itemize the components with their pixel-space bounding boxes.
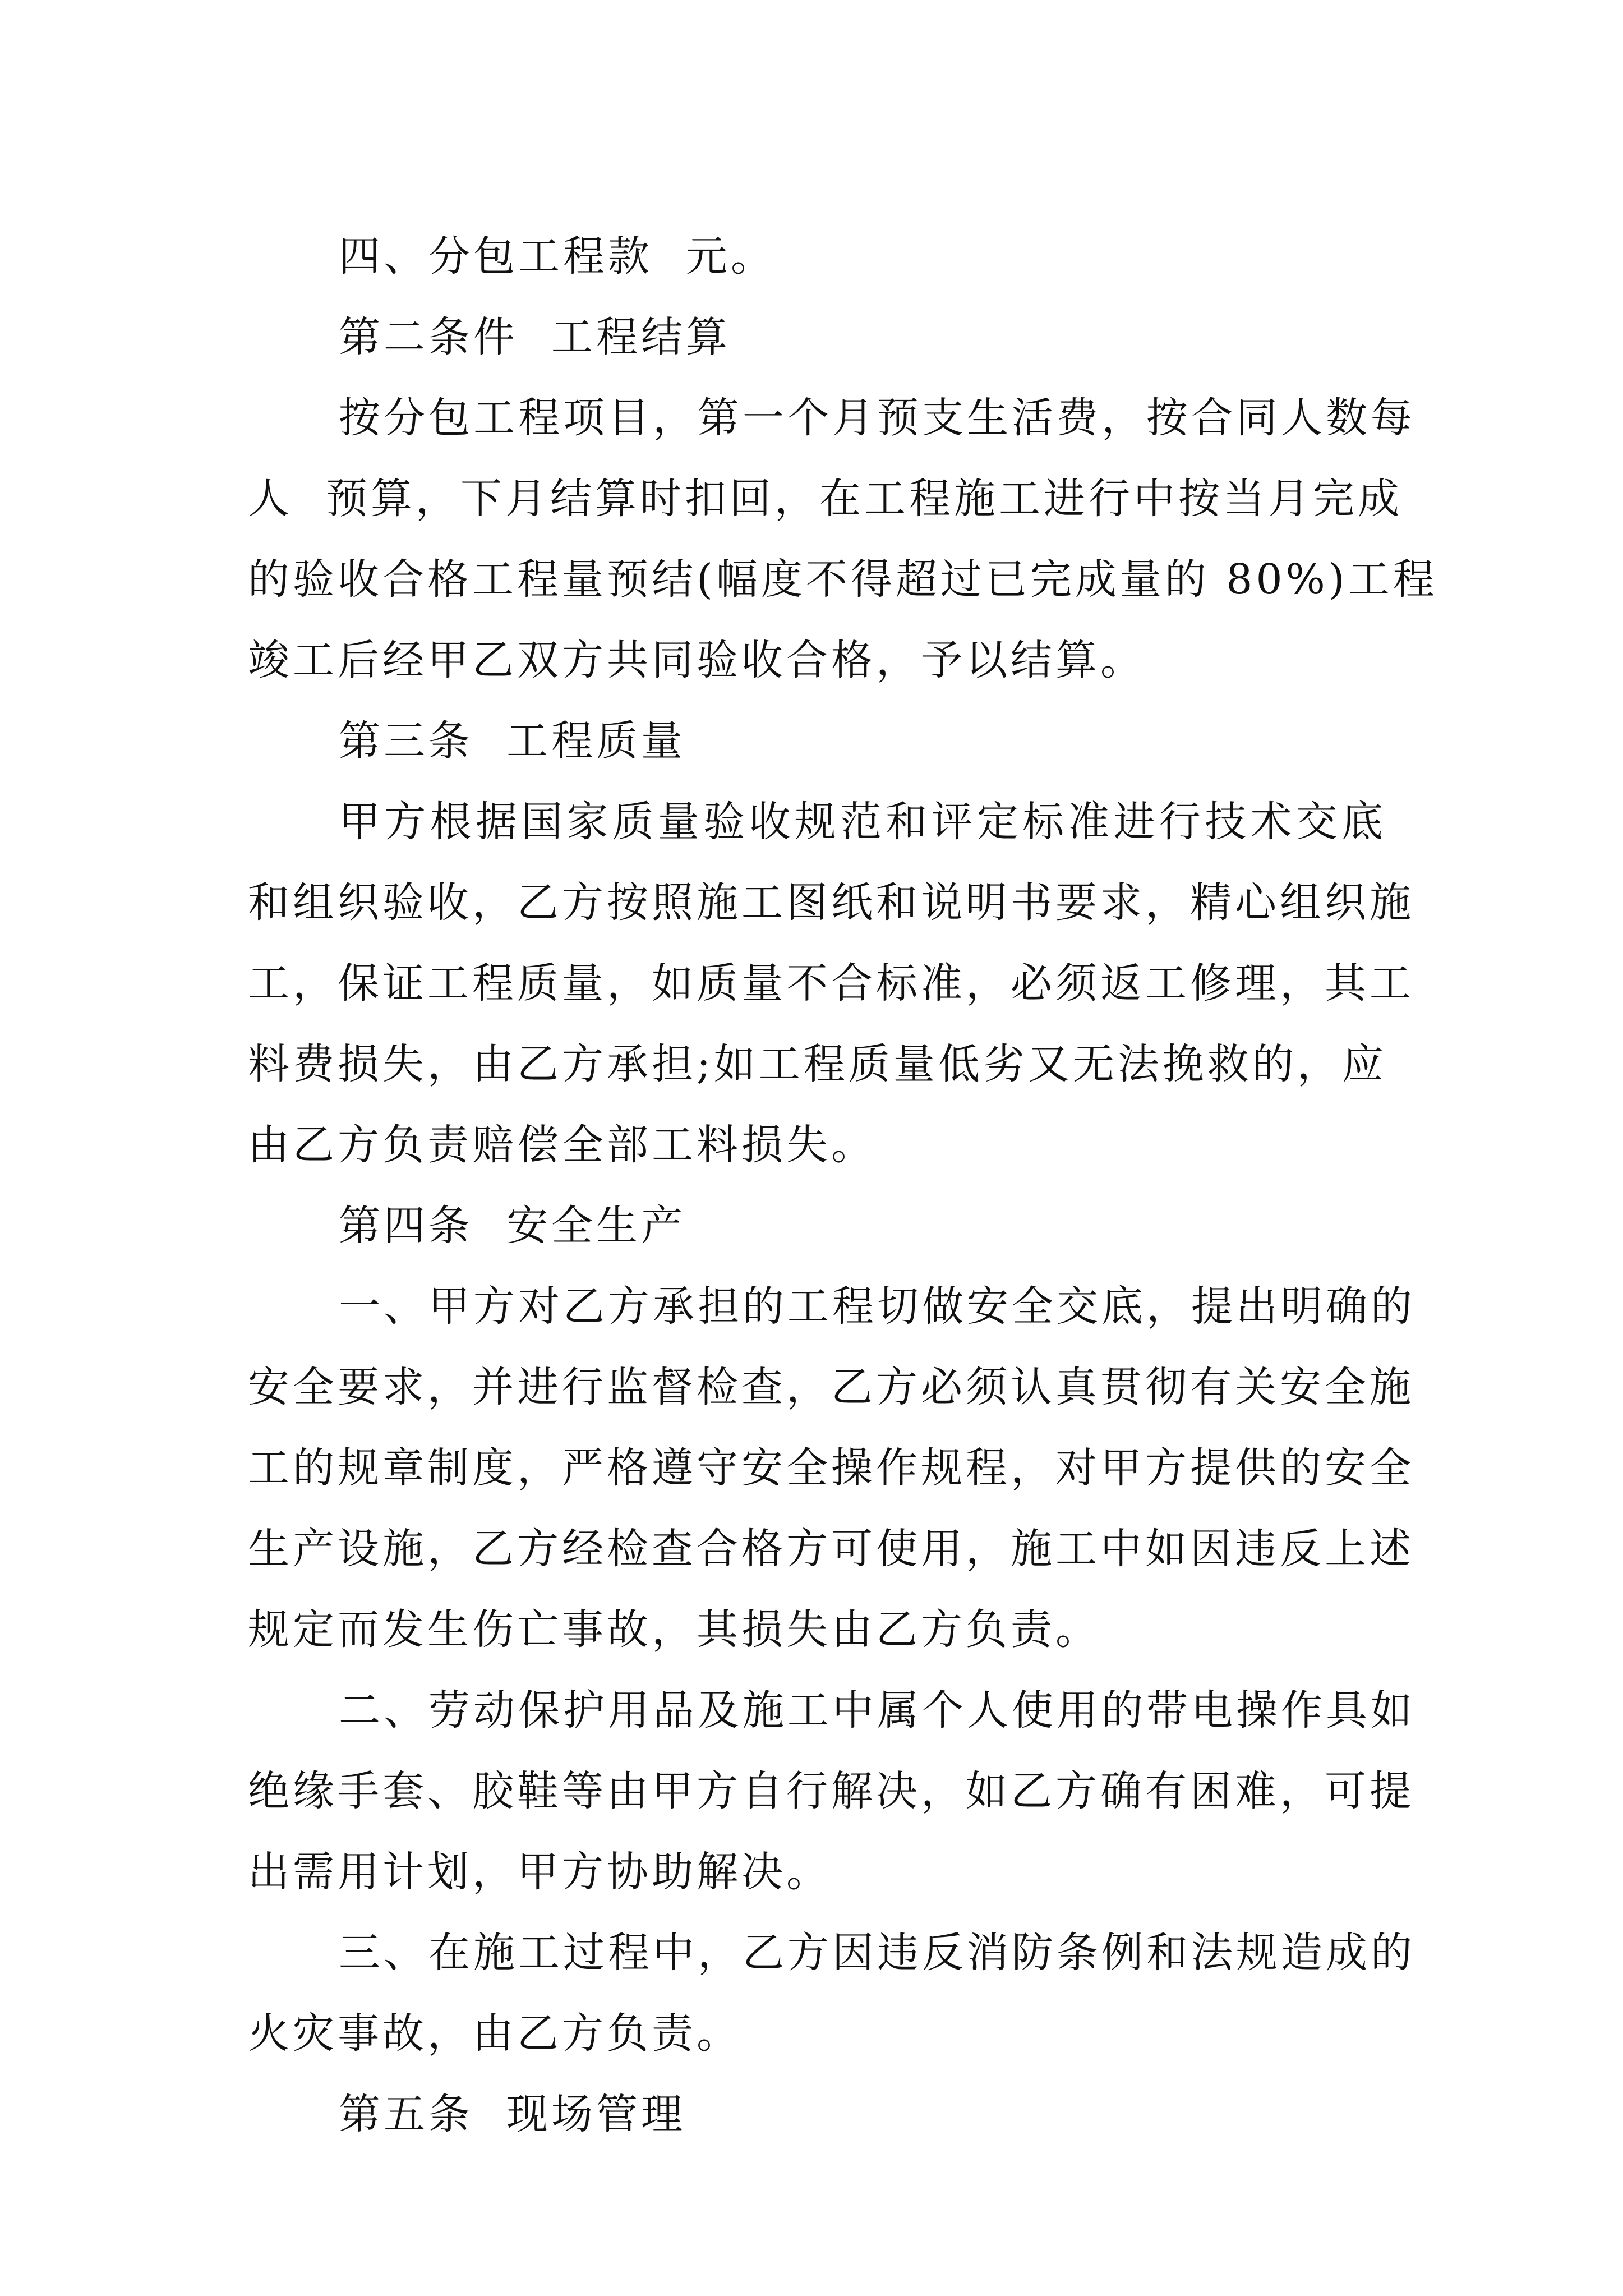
paragraph-line: 三、在施工过程中，乙方因违反消防条例和法规造成的 — [339, 1929, 1415, 1977]
paragraph-line: 出需用计划，甲方协助解决。 — [248, 1848, 831, 1896]
paragraph-line: 按分包工程项目，第一个月预支生活费，按合同人数每 — [339, 394, 1415, 442]
paragraph-line: 工的规章制度，严格遵守安全操作规程，对甲方提供的安全 — [248, 1444, 1414, 1492]
paragraph-line: 竣工后经甲乙双方共同验收合格，予以结算。 — [248, 636, 1145, 684]
paragraph-line: 由乙方负责赔偿全部工料损失。 — [248, 1121, 876, 1169]
paragraph-line: 二、劳动保护用品及施工中属个人使用的带电操作具如 — [339, 1686, 1415, 1734]
paragraph-line: 工，保证工程质量，如质量不合标准，必须返工修理，其工 — [248, 959, 1414, 1007]
paragraph-line: 料费损失，由乙方承担;如工程质量低劣又无法挽救的，应 — [248, 1040, 1387, 1088]
clause-line: 四、分包工程款 元。 — [339, 232, 776, 280]
section-heading: 第三条 工程质量 — [339, 717, 686, 765]
paragraph-line: 安全要求，并进行监督检查，乙方必须认真贯彻有关安全施 — [248, 1363, 1414, 1411]
paragraph-line: 人 预算，下月结算时扣回，在工程施工进行中按当月完成 — [248, 475, 1403, 523]
paragraph-line: 甲方根据国家质量验收规范和评定标准进行技术交底 — [339, 798, 1386, 846]
paragraph-line: 一、甲方对乙方承担的工程切做安全交底，提出明确的 — [339, 1282, 1415, 1331]
paragraph-line: 规定而发生伤亡事故，其损失由乙方负责。 — [248, 1605, 1100, 1654]
paragraph-line: 和组织验收，乙方按照施工图纸和说明书要求，精心组织施 — [248, 878, 1414, 927]
paragraph-line: 火灾事故，由乙方负责。 — [248, 2009, 741, 2058]
section-heading: 第五条 现场管理 — [339, 2090, 686, 2138]
section-heading: 第四条 安全生产 — [339, 1202, 686, 1250]
paragraph-line: 的验收合格工程量预结(幅度不得超过已完成量的 80%)工程 — [248, 555, 1438, 604]
document-body — [248, 216, 1438, 2155]
paragraph-line: 绝缘手套、胶鞋等由甲方自行解决，如乙方确有困难，可提 — [248, 1767, 1414, 1815]
section-heading: 第二条件 工程结算 — [339, 313, 731, 361]
paragraph-line: 生产设施，乙方经检查合格方可使用，施工中如因违反上述 — [248, 1525, 1414, 1573]
